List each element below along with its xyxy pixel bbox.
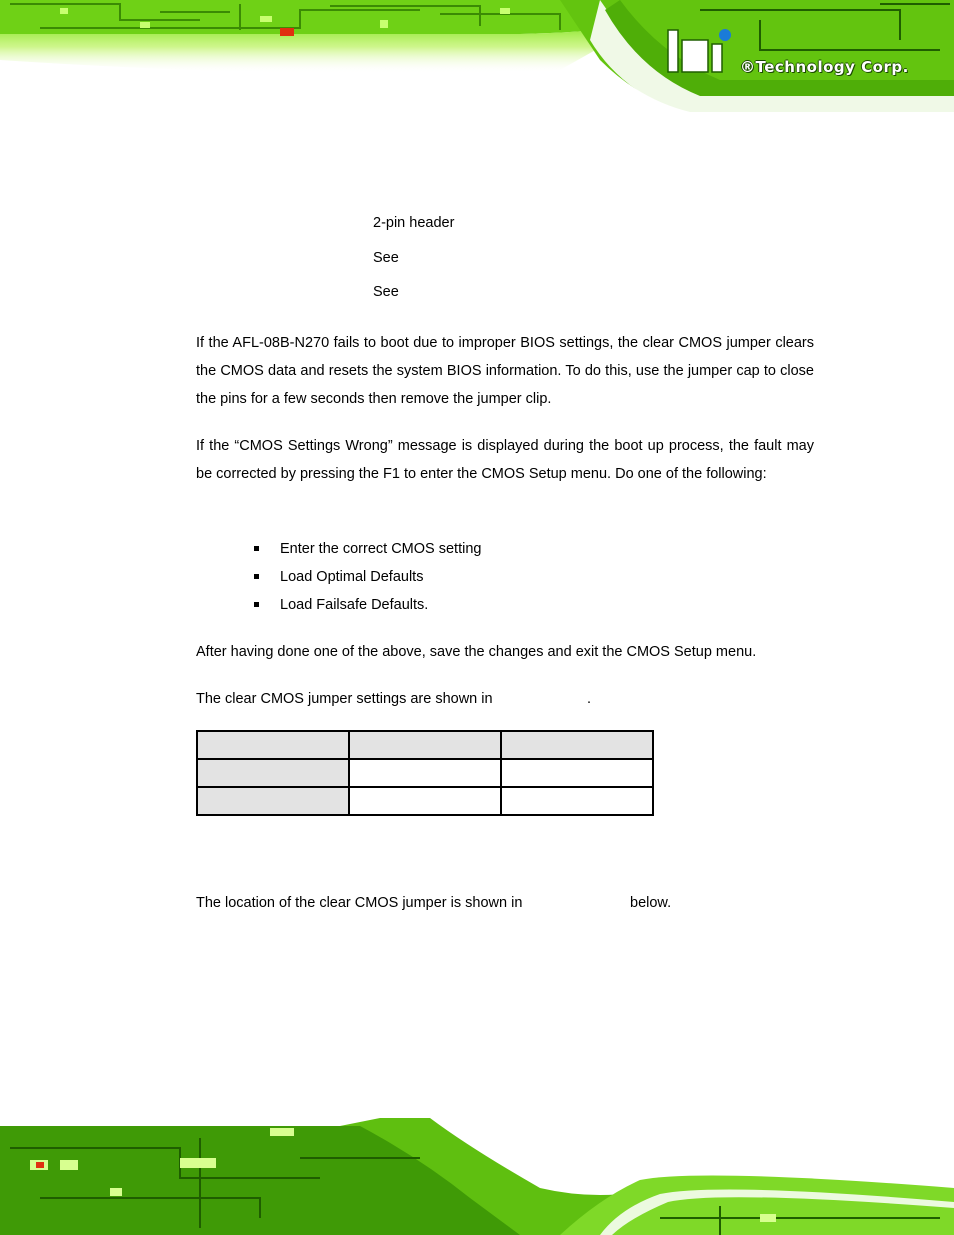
table-header-cell xyxy=(501,731,653,759)
paragraph-settings-ref: The clear CMOS jumper settings are shown in xyxy=(196,691,493,707)
spec-value-settings: See xyxy=(373,250,399,266)
spec-value-location: See xyxy=(373,284,399,300)
list-item: Enter the correct CMOS setting xyxy=(252,535,481,563)
table-cell xyxy=(501,787,653,815)
bullet-square-icon xyxy=(254,602,259,607)
bullet-square-icon xyxy=(254,546,259,551)
table-cell xyxy=(501,759,653,787)
spec-value-type: 2-pin header xyxy=(373,215,455,231)
table-row xyxy=(197,787,653,815)
paragraph-settings-ref-end: . xyxy=(587,691,592,707)
table-header-cell xyxy=(349,731,501,759)
table-cell xyxy=(349,759,501,787)
table-cell xyxy=(197,759,349,787)
list-item: Load Optimal Defaults xyxy=(252,563,481,591)
paragraph-cmos-wrong: If the “CMOS Settings Wrong” message is displayed during the boot up process, the fault may be corrected by pressing the F1 to enter the CMOS Setup menu. Do one of the following: xyxy=(196,438,814,482)
paragraph-save: After having done one of the above, save the changes and exit the CMOS Setup menu. xyxy=(196,644,757,660)
list-item: Load Failsafe Defaults. xyxy=(252,591,481,619)
bullet-square-icon xyxy=(254,574,259,579)
paragraph-location-ref-end: below. xyxy=(630,895,672,911)
paragraph-intro: If the AFL-08B-N270 fails to boot due to improper BIOS settings, the clear CMOS jumper clears the CMOS data and resets the system BIOS information. To do this, use the jumper cap to close the pins for a few seconds then remove the jumper clip. xyxy=(196,335,814,407)
table-row xyxy=(197,759,653,787)
brand-text: ®Technology Corp. xyxy=(740,58,909,76)
jumper-settings-table xyxy=(196,730,654,816)
table-cell xyxy=(349,787,501,815)
table-header-cell xyxy=(197,731,349,759)
header-banner xyxy=(0,0,954,112)
paragraph-location-ref: The location of the clear CMOS jumper is shown in xyxy=(196,895,523,911)
table-header-row xyxy=(197,731,653,759)
option-list xyxy=(252,535,481,619)
table-cell xyxy=(197,787,349,815)
footer-banner xyxy=(0,1118,954,1235)
